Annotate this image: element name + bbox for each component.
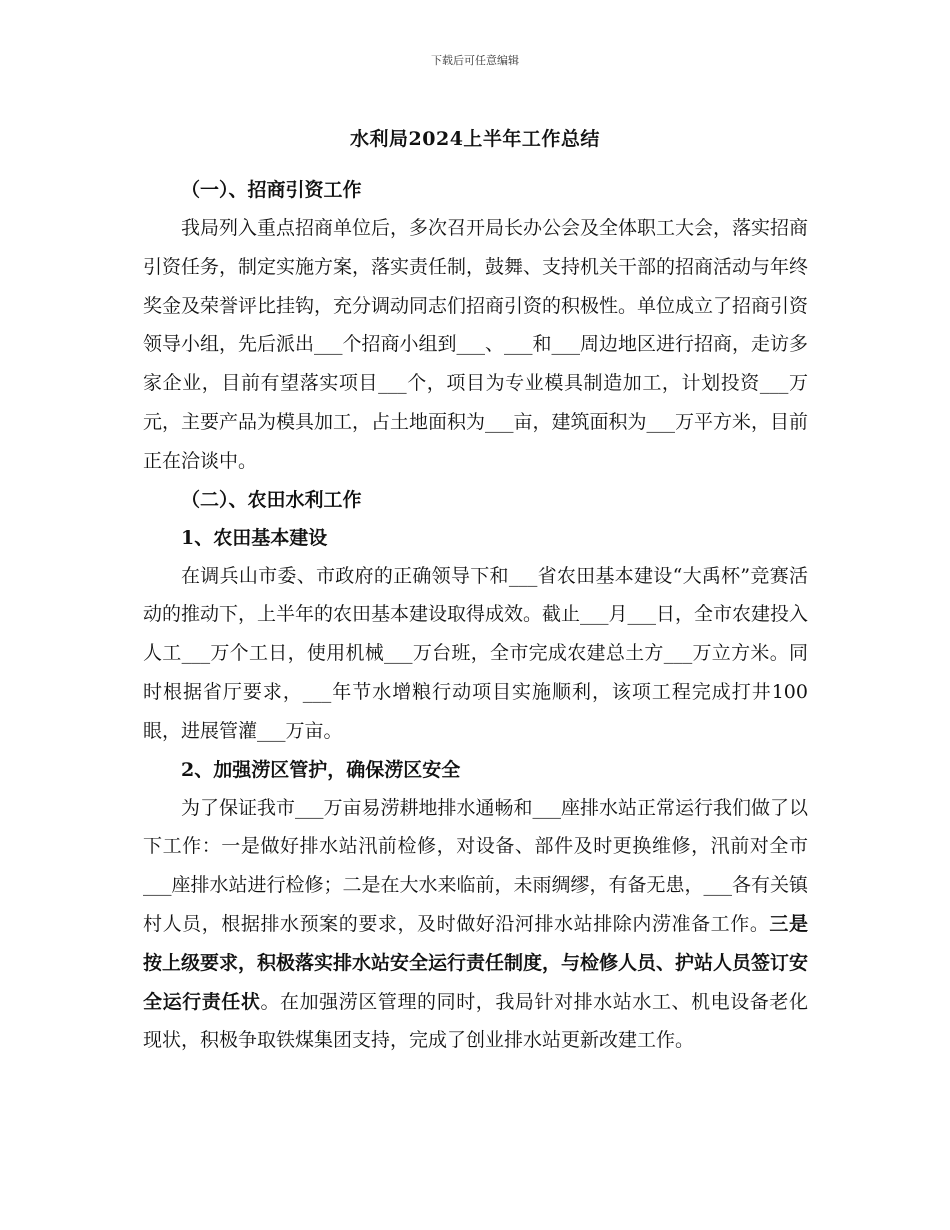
subsection-paragraph-construction: 在调兵山市委、市政府的正确领导下和___省农田基本建设“大禹杯”竞赛活动的推动下，上半年的农田基本建设取得成效。截止___月___日，全市农建投入人工___万个工日，使用机械___万台班，全市完成农建总土方___万立方米。同时根据省厅要求，___年节水增粮行动项目实施顺利，该项工程完成打井100眼，进展管灌___万亩。 (143, 564, 809, 742)
paragraph-text-bold: 三是按上级要求，积极落实排水站安全运行责任制度，与检修人员、护站人员签订安全运行责任状 (143, 912, 809, 1013)
document-body (143, 171, 808, 1060)
subsection-heading-waterlogging: 2、加强涝区管护，确保涝区安全 (181, 758, 461, 781)
paragraph-text-start: 为了保证我市___万亩易涝耕地排水通畅和___座排水站正常运行我们做了以下工作：一是做好排水站汛前检修，对设备、部件及时更换维修，汛前对全市___座排水站进行检修；二是在大水来临前，未雨绸缪，有备无患，___各有关镇村人员，根据排水预案的要求，及时做好沿河排水站排除内涝准备工作。 (143, 796, 809, 935)
paragraph-text-end: 。在加强涝区管理的同时，我局针对排水站水工、机电设备老化现状，积极争取铁煤集团支持，完成了创业排水站更新改建工作。 (143, 990, 808, 1052)
section-paragraph-investment: 我局列入重点招商单位后，多次召开局长办公会及全体职工大会，落实招商引资任务，制定实施方案，落实责任制，鼓舞、支持机关干部的招商活动与年终奖金及荣誉评比挂钩，充分调动同志们招商引资的积极性。单位成立了招商引资领导小组，先后派出___个招商小组到___、___和___周边地区进行招商，走访多家企业，目前有望落实项目___个，项目为专业模具制造加工，计划投资___万元，主要产品为模具加工，占土地面积为___亩，建筑面积为___万平方米，目前正在洽谈中。 (143, 217, 809, 472)
subsection-paragraph-waterlogging (143, 789, 808, 1061)
subsection-heading-construction: 1、农田基本建设 (181, 526, 328, 549)
section-heading-farmland: （二）、农田水利工作 (181, 488, 362, 511)
section-heading-investment: （一）、招商引资工作 (181, 179, 362, 201)
document-title: 水利局2024上半年工作总结 (350, 128, 600, 150)
page-header-note: 下载后可任意编辑 (431, 54, 519, 67)
